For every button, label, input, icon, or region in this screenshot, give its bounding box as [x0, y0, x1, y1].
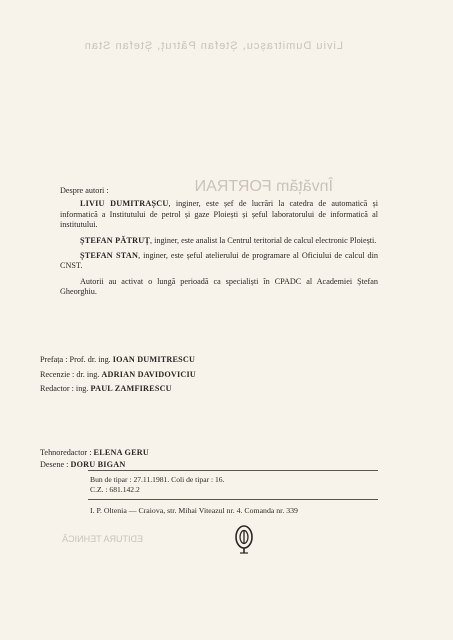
author-description: , inginer, este șef de lucrări la catedra de automatică și informatică a Institutului de petrol și gaze Ploiești și șeful laboratorului de informatică al institutului.: [60, 199, 378, 230]
about-authors-section: [60, 186, 378, 303]
author-description: , inginer, este șeful atelierului de programare al Oficiului de calcul din CNST.: [60, 251, 378, 271]
credit-label: Desene :: [40, 459, 69, 469]
credit-name: ELENA GERU: [93, 448, 149, 457]
author-bio: [60, 199, 378, 230]
print-approval-line: Bun de tipar : 27.11.1981. Coli de tipar : 16.: [90, 475, 225, 484]
credit-preface: [40, 353, 340, 368]
bleed-authors: Liviu Dumitrașcu, Ștefan Pătruț, Ștefan Stan: [83, 40, 343, 52]
author-name: LIVIU DUMITRAȘCU: [80, 199, 169, 209]
about-heading: Despre autori :: [60, 186, 109, 195]
author-name: ȘTEFAN STAN: [80, 251, 139, 261]
credit-editor: [40, 382, 340, 397]
credit-label: Recenzie : dr. ing.: [40, 369, 100, 379]
credit-name: ADRIAN DAVIDOVICIU: [101, 369, 197, 379]
credit-label: Prefața : Prof. dr. ing.: [40, 355, 111, 364]
author-bio: [60, 251, 378, 272]
production-section: [40, 447, 240, 470]
printer-emblem-icon: [233, 524, 255, 554]
author-bio: [60, 236, 378, 246]
printer-line: I. P. Oltenia — Craiova, str. Mihai Viteazul nr. 4. Comanda nr. 339: [90, 506, 298, 515]
imprint-top-rule: [88, 470, 378, 471]
credit-label: Redactor : ing.: [40, 384, 89, 393]
credit-review: [40, 368, 340, 383]
imprint-box: [88, 470, 378, 516]
credit-name: IOAN DUMITRESCU: [112, 355, 196, 364]
imprint-bottom-rule: [88, 499, 378, 500]
credit-name: DORU BIGAN: [70, 459, 126, 469]
authors-closing-note: Autorii au activat o lungă perioadă ca specialiști în CPADC al Academiei Ștefan Gheorghiu.: [60, 276, 378, 297]
author-description: , inginer, este analist la Centrul teritorial de calcul electronic Ploiești.: [150, 235, 377, 245]
credit-typesetter: [40, 447, 240, 459]
bleed-title: Învățăm FORTRAN: [194, 178, 333, 195]
credit-name: PAUL ZAMFIRESCU: [90, 384, 172, 393]
credit-label: Tehnoredactor :: [40, 448, 92, 457]
author-name: ȘTEFAN PĂTRUȚ: [80, 235, 151, 245]
credit-drawings: [40, 459, 240, 471]
credits-section: [40, 353, 340, 397]
classification-line: C.Z. : 681.142.2: [90, 485, 140, 494]
bleed-publisher: EDITURA TEHNICĂ: [62, 534, 143, 544]
